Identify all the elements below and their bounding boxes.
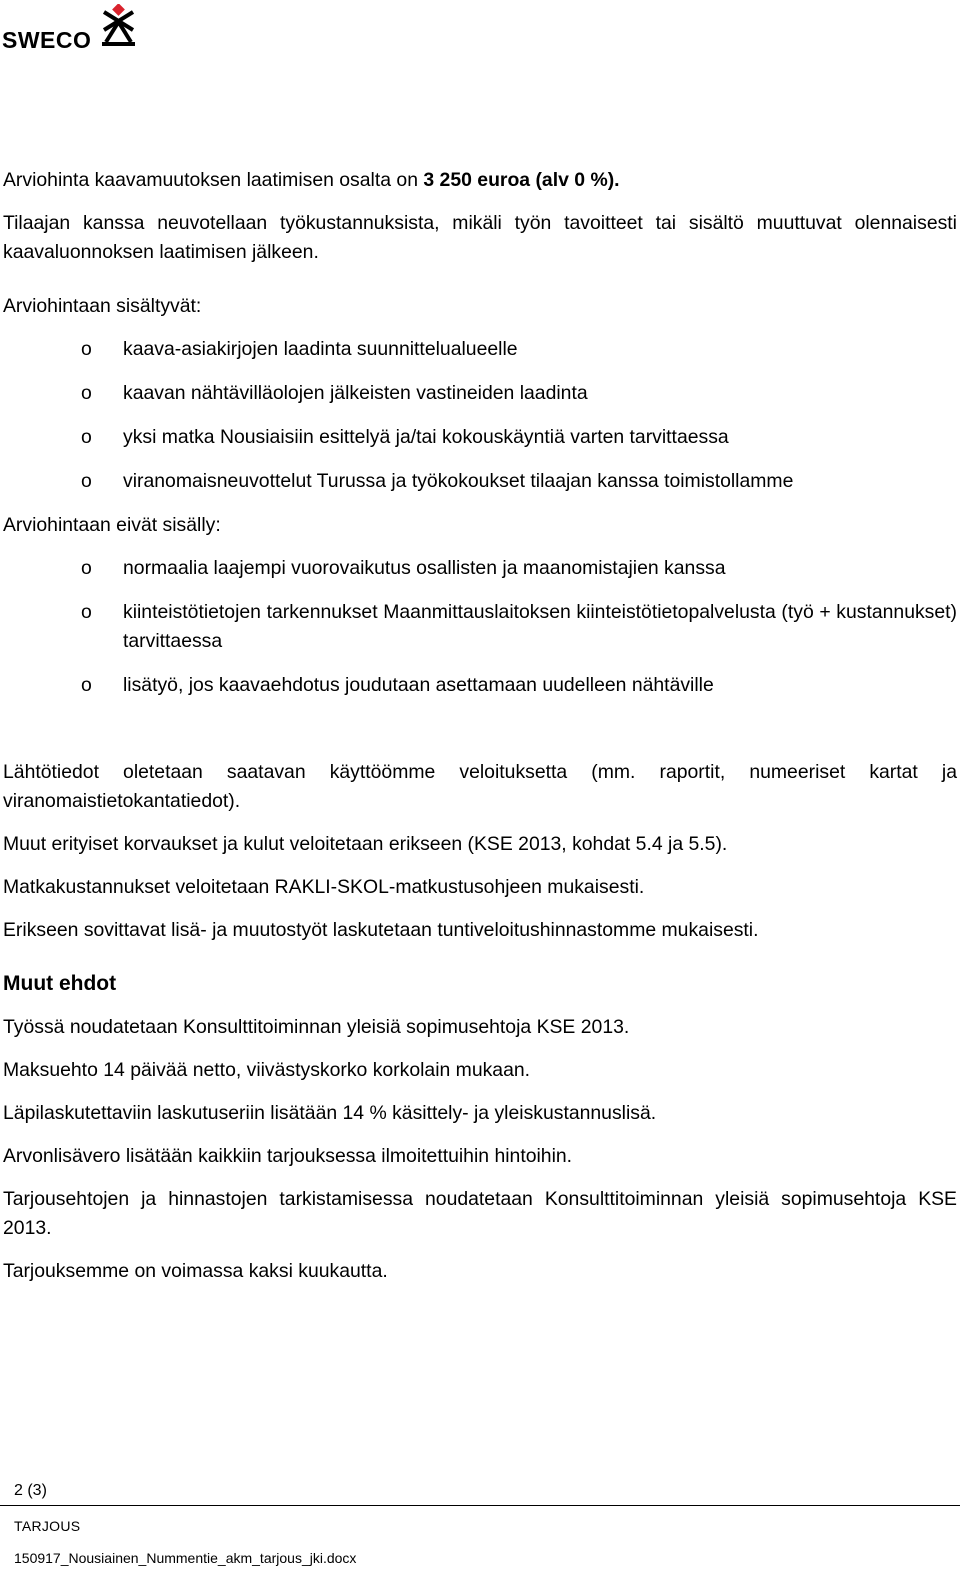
excluded-list <box>3 554 957 700</box>
bullet-icon: o <box>81 674 92 696</box>
price-amount: 3 250 euroa (alv 0 %). <box>423 169 620 191</box>
negotiation-paragraph: Tilaajan kanssa neuvotellaan työkustannuksista, mikäli työn tavoitteet tai sisältö muuttuvat olennaisesti kaavaluonnoksen laatimisen jälkeen. <box>3 212 957 263</box>
travel-paragraph: Matkakustannukset veloitetaan RAKLI-SKOL-matkustusohjeen mukaisesti. <box>3 876 645 898</box>
extra-work-paragraph: Erikseen sovittavat lisä- ja muutostyöt laskutetaan tuntiveloitushinnastomme mukaisesti. <box>3 919 759 941</box>
terms-heading: Muut ehdot <box>3 972 117 995</box>
list-item: o lisätyö, jos kaavaehdotus joudutaan asettamaan uudelleen nähtäville <box>3 671 957 700</box>
list-item: o viranomaisneuvottelut Turussa ja työkokoukset tilaajan kanssa toimistollamme <box>3 467 957 496</box>
terms-paragraph: Tarjouksemme on voimassa kaksi kuukautta. <box>3 1260 388 1282</box>
list-item: o kiinteistötietojen tarkennukset Maanmittauslaitoksen kiinteistötietopalvelusta (työ + kustannukset) tarvittaessa <box>3 598 957 656</box>
document-type: TARJOUS <box>14 1518 81 1534</box>
price-paragraph <box>3 166 957 195</box>
included-list <box>3 335 957 496</box>
bullet-icon: o <box>81 338 92 360</box>
terms-paragraph: Arvonlisävero lisätään kaikkiin tarjouksessa ilmoitettuihin hintoihin. <box>3 1145 573 1167</box>
logo-wordmark: SWECO <box>2 27 92 53</box>
bullet-icon: o <box>81 426 92 448</box>
page-number: 2 (3) <box>14 1482 47 1499</box>
document-filename: 150917_Nousiainen_Nummentie_akm_tarjous_jki.docx <box>14 1550 357 1566</box>
footer-divider <box>0 1505 960 1506</box>
bullet-icon: o <box>81 382 92 404</box>
included-title: Arviohintaan sisältyvät: <box>3 295 202 317</box>
terms-paragraph: Työssä noudatetaan Konsulttitoiminnan yleisiä sopimusehtoja KSE 2013. <box>3 1016 630 1038</box>
source-data-paragraph: Lähtötiedot oletetaan saatavan käyttöömme veloituksetta (mm. raportit, numeeriset kartat ja viranomaistietokantatiedot). <box>3 761 957 812</box>
terms-paragraph: Maksuehto 14 päivää netto, viivästyskorko korkolain mukaan. <box>3 1059 531 1081</box>
bullet-icon: o <box>81 557 92 579</box>
terms-paragraph: Läpilaskutettaviin laskutuseriin lisätään 14 % käsittely- ja yleiskustannuslisä. <box>3 1102 657 1124</box>
excluded-title: Arviohintaan eivät sisälly: <box>3 514 221 536</box>
list-item: o kaava-asiakirjojen laadinta suunnittelualueelle <box>3 335 957 364</box>
list-item: o yksi matka Nousiaisiin esittelyä ja/tai kokouskäyntiä varten tarvittaessa <box>3 423 957 452</box>
other-costs-paragraph: Muut erityiset korvaukset ja kulut veloitetaan erikseen (KSE 2013, kohdat 5.4 ja 5.5). <box>3 833 728 855</box>
bullet-icon: o <box>81 601 92 623</box>
price-text: Arviohinta kaavamuutoksen laatimisen osalta on <box>3 169 424 191</box>
sweco-logo <box>0 4 140 53</box>
bullet-icon: o <box>81 470 92 492</box>
list-item: o kaavan nähtävilläolojen jälkeisten vastineiden laadinta <box>3 379 957 408</box>
list-item: o normaalia laajempi vuorovaikutus osallisten ja maanomistajien kanssa <box>3 554 957 583</box>
document-body <box>3 166 957 1300</box>
terms-paragraph: Tarjousehtojen ja hinnastojen tarkistamisessa noudatetaan Konsulttitoiminnan yleisiä sopimusehtoja KSE 2013. <box>3 1188 957 1239</box>
sweco-figure-icon <box>100 4 140 50</box>
